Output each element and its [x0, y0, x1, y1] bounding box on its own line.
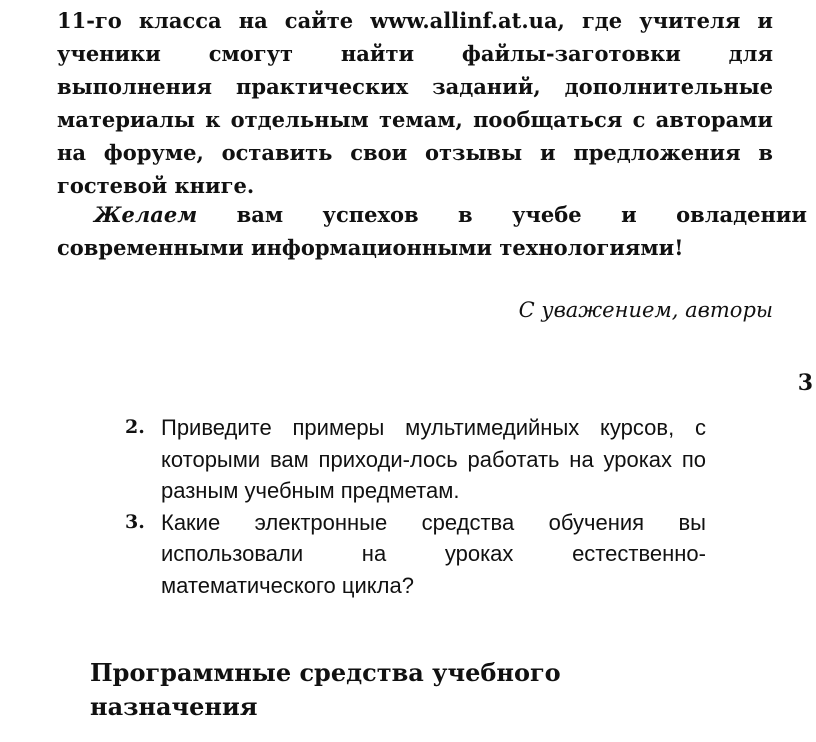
signature: С уважением, авторы	[518, 298, 773, 322]
question-text: Какие электронные средства обучения вы использовали на уроках естественно-математического цикла?	[161, 509, 706, 598]
section-title	[90, 656, 690, 724]
section-title-line-2: назначения	[90, 692, 258, 721]
question-list	[125, 412, 706, 601]
question-text: Приведите примеры мультимедийных курсов, с которыми вам приходи-лось работать на уроках по разным учебным предметам.	[161, 415, 706, 503]
section-title-line-1: Программные средства учебного	[90, 658, 561, 687]
question-number: 3.	[125, 510, 145, 533]
wish-italic-word: Желаем	[94, 202, 198, 227]
wish-text: вам успехов в учебе и овладении современными информационными технологиями!	[57, 202, 807, 260]
wish-paragraph	[57, 198, 807, 264]
question-item	[125, 507, 706, 602]
intro-paragraph	[57, 4, 773, 202]
page-number: 3	[797, 370, 813, 396]
question-number: 2.	[125, 416, 145, 438]
intro-text: 11-го класса на сайте www.allinf.at.ua, где учителя и ученики смогут найти файлы-заготовки для выполнения практических заданий, дополнительные материалы к отдельным темам, пообщаться с авторами на форуме, оставить свои отзывы и предложения в гостевой книге.	[57, 8, 773, 198]
question-item	[125, 412, 706, 507]
